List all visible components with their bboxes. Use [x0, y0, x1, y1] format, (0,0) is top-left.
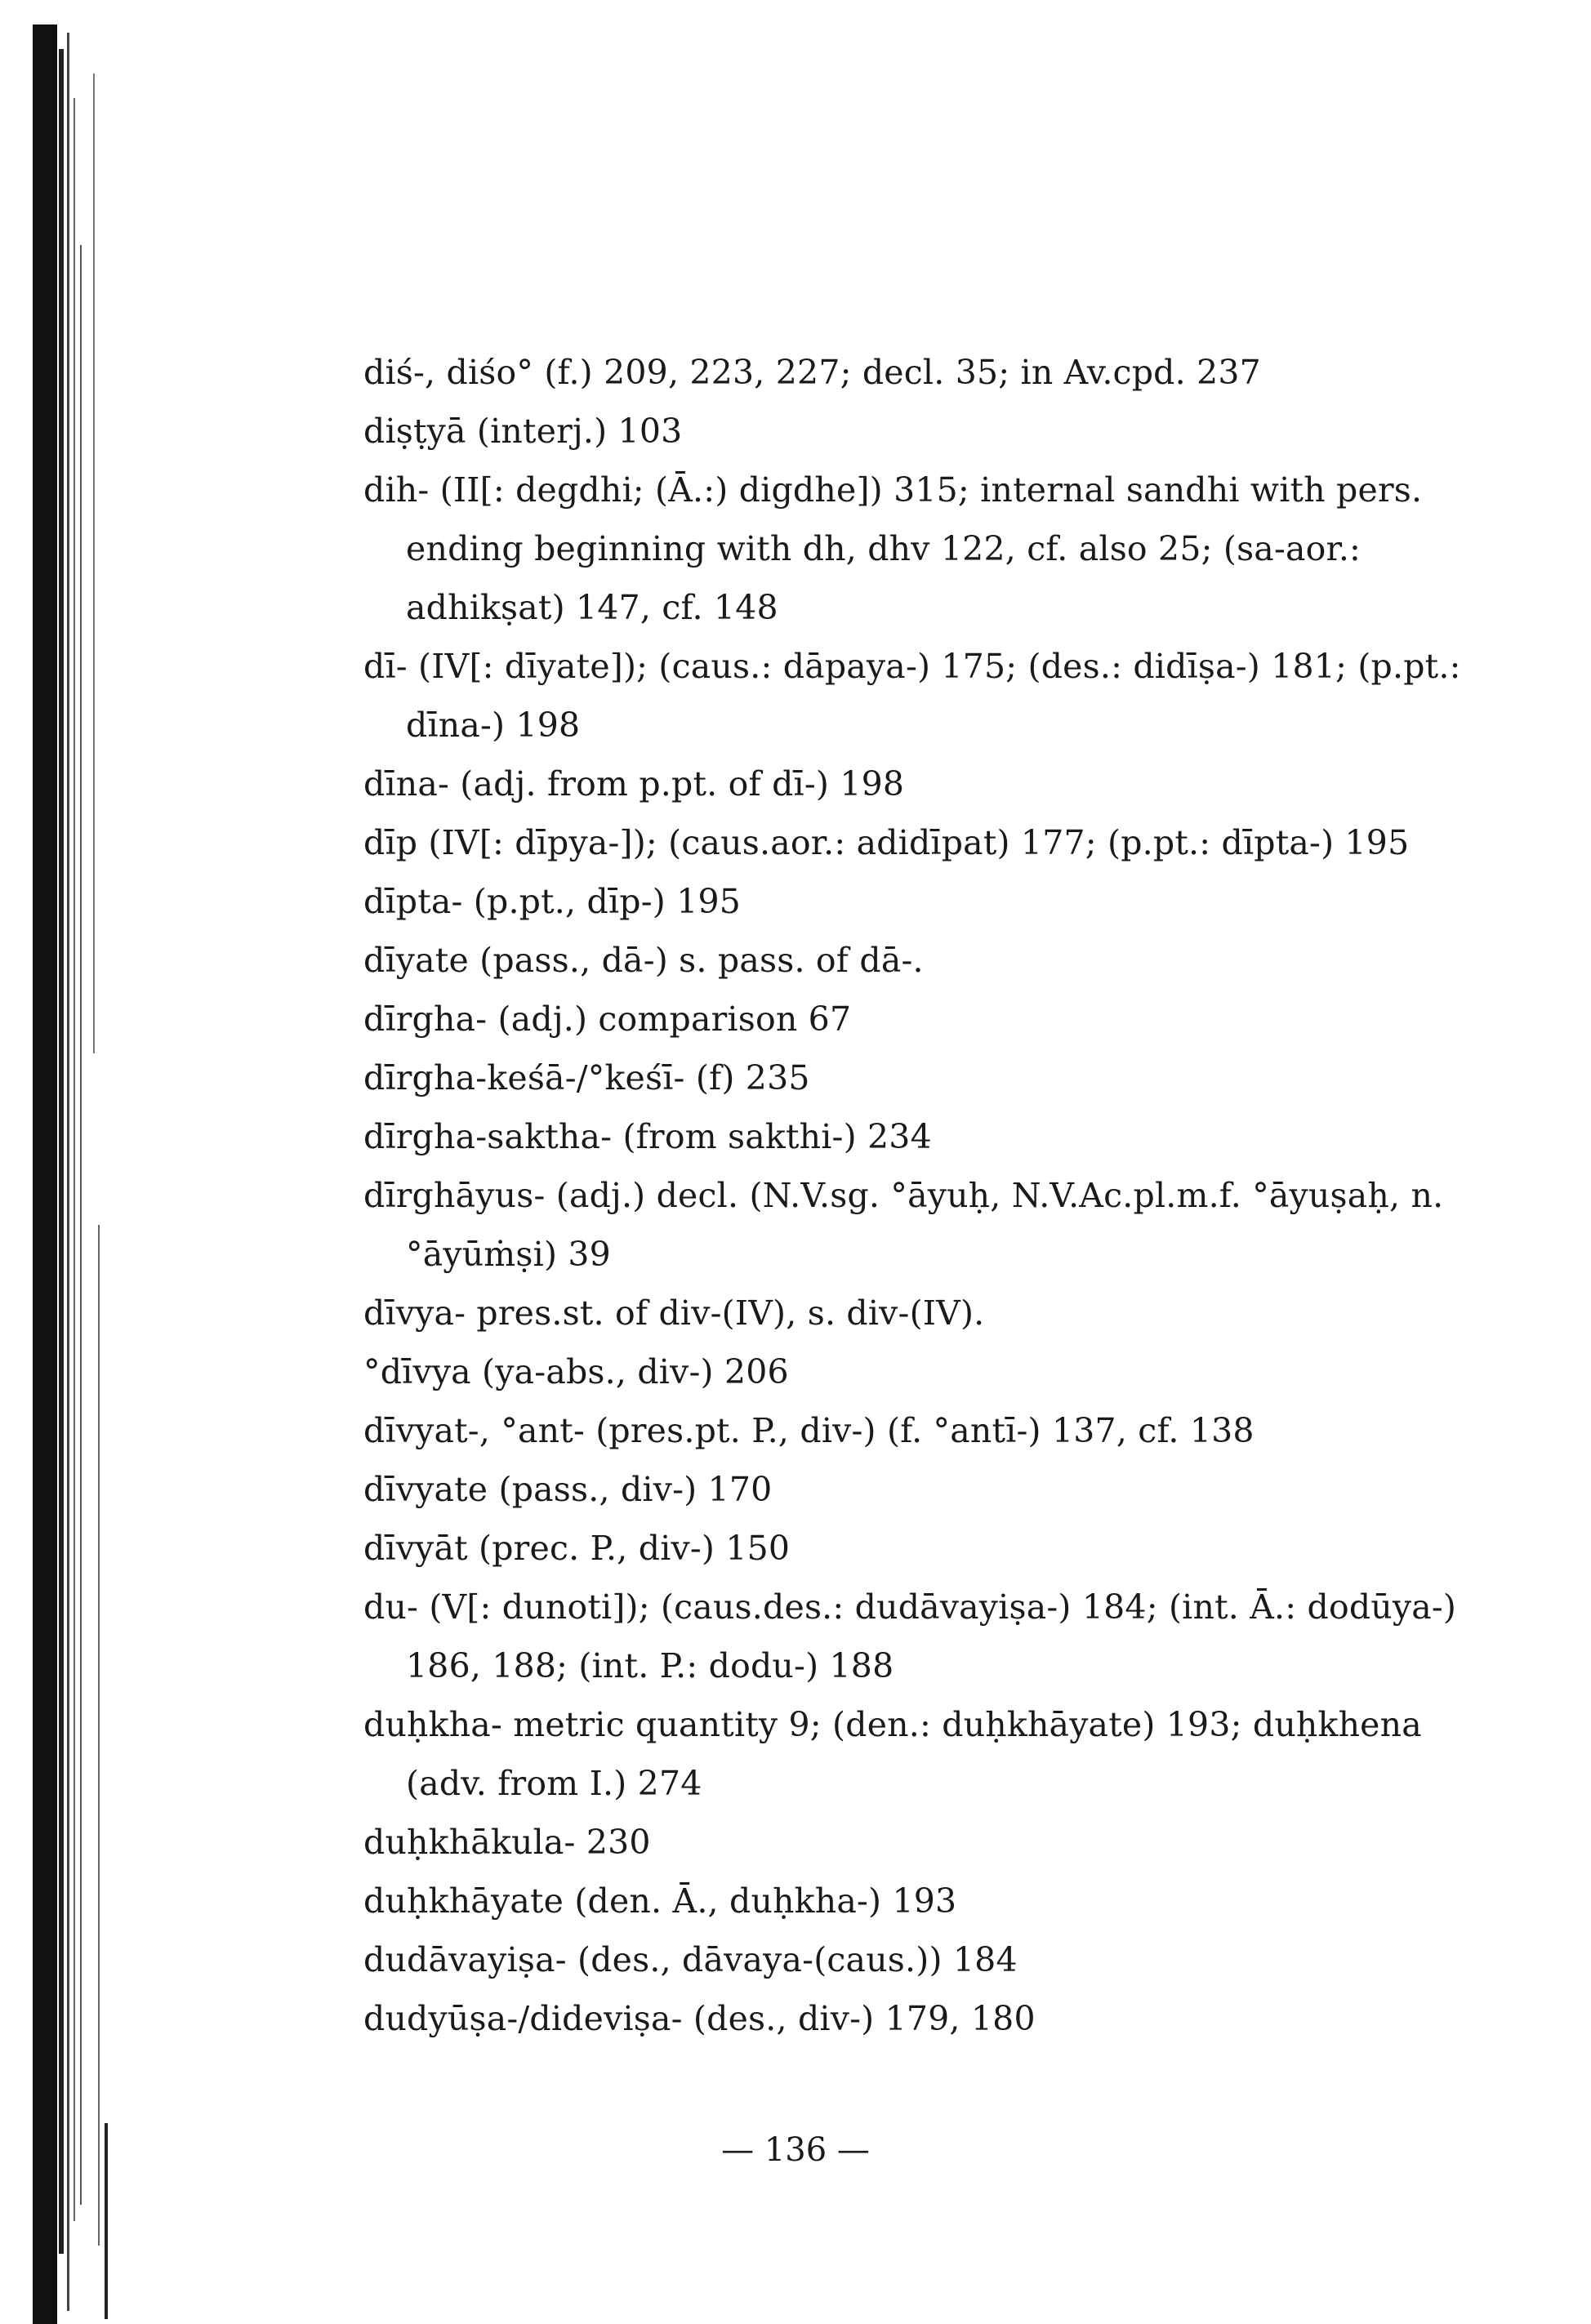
index-entry: diṣṭyā (interj.) 103	[363, 412, 683, 451]
page-number: — 136 —	[721, 2131, 870, 2169]
index-entry: duḥkha- metric quantity 9; (den.: duḥkhāyate) 193; duḥkhena (adv. from I.) 274	[363, 1705, 1422, 1803]
index-entry: dudāvayiṣa- (des., dāvaya-(caus.)) 184	[363, 1940, 1018, 1979]
index-entry: dīvya- pres.st. of div-(IV), s. div-(IV).	[363, 1293, 985, 1333]
index-entry: dih- (II[: degdhi; (Ā.:) digdhe]) 315; internal sandhi with pers. ending beginning with dh, dhv 122, cf. also 25; (sa-aor.: adhikṣat) 147, cf. 148	[363, 470, 1423, 627]
index-entry: duḥkhākula- 230	[363, 1823, 651, 1862]
index-entry: dīvyat-, °ant- (pres.pt. P., div-) (f. °antī-) 137, cf. 138	[363, 1411, 1255, 1450]
scanned-binding-edge	[23, 0, 121, 2324]
index-entry: dīrgha- (adj.) comparison 67	[363, 999, 852, 1039]
index-entry: dīvyāt (prec. P., div-) 150	[363, 1529, 791, 1568]
index-entry: dīrghāyus- (adj.) decl. (N.V.sg. °āyuḥ, N.V.Ac.pl.m.f. °āyuṣaḥ, n. °āyūṁṣi) 39	[363, 1176, 1444, 1274]
index-entry: dīpta- (p.pt., dīp-) 195	[363, 882, 742, 921]
index-entry: dīyate (pass., dā-) s. pass. of dā-.	[363, 941, 924, 980]
index-entry: dudyūṣa-/dideviṣa- (des., div-) 179, 180	[363, 1999, 1036, 2038]
index-entry: dīrgha-keśā-/°keśī- (f) 235	[363, 1058, 810, 1097]
index-entry: dīna- (adj. from p.pt. of dī-) 198	[363, 764, 905, 804]
index-entry: dīp (IV[: dīpya-]); (caus.aor.: adidīpat) 177; (p.pt.: dīpta-) 195	[363, 823, 1410, 862]
index-entry: diś-, diśo° (f.) 209, 223, 227; decl. 35; in Av.cpd. 237	[363, 353, 1261, 392]
index-entry: dīvyate (pass., div-) 170	[363, 1470, 773, 1509]
index-entry: duḥkhāyate (den. Ā., duḥkha-) 193	[363, 1881, 957, 1921]
index-entry: du- (V[: dunoti]); (caus.des.: dudāvayiṣa-) 184; (int. Ā.: dodūya-) 186, 188; (int. P.: dodu-) 188	[363, 1587, 1457, 1685]
index-entry: °dīvya (ya-abs., div-) 206	[363, 1352, 789, 1391]
index-entries	[363, 343, 1482, 2048]
index-entry: dī- (IV[: dīyate]); (caus.: dāpaya-) 175; (des.: didīṣa-) 181; (p.pt.: dīna-) 198	[363, 647, 1461, 745]
index-entry: dīrgha-saktha- (from sakthi-) 234	[363, 1117, 932, 1156]
